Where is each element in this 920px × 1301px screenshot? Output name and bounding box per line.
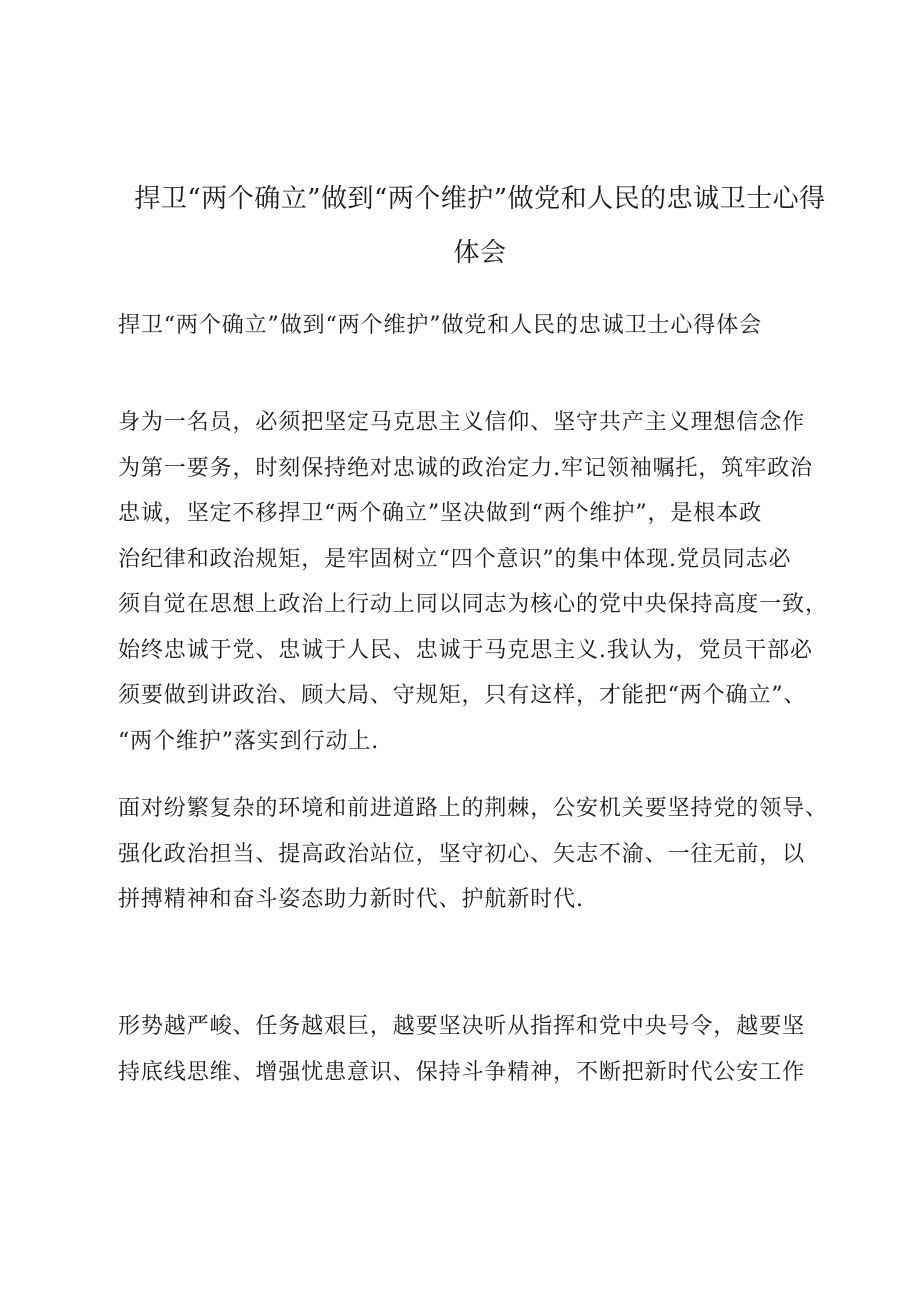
document-title: [130, 172, 830, 280]
paragraph-line: 须自觉在思想上政治上行动上同以同志为核心的党中央保持高度一致，: [118, 592, 828, 617]
paragraph-line: 始终忠诚于党、忠诚于人民、忠诚于马克思主义.我认为，党员干部必: [118, 637, 813, 663]
paragraph-line: 面对纷繁复杂的环境和前进道路上的荆棘，公安机关要坚持党的领导、: [118, 796, 828, 821]
body-paragraph: [118, 400, 828, 764]
paragraph-line: 须要做到讲政治、顾大局、守规矩，只有这样，才能把“两个确立”、: [118, 683, 807, 708]
paragraph-line: “两个维护”落实到行动上.: [118, 728, 380, 754]
title-line: 体会: [453, 238, 507, 268]
paragraph-line: 为第一要务，时刻保持绝对忠诚的政治定力.牢记领袖嘱托，筑牢政治: [118, 455, 813, 481]
paragraph-line: 治纪律和政治规矩，是牢固树立“四个意识”的集中体现.党员同志必: [118, 546, 792, 572]
paragraph-line: 拼搏精神和奋斗姿态助力新时代、护航新时代.: [118, 887, 584, 912]
title-line: 捍卫“两个确立”做到“两个维护”做党和人民的忠诚卫士心得: [134, 184, 826, 214]
paragraph-line: 形势越严峻、任务越艰巨，越要坚决听从指挥和党中央号令，越要坚: [118, 1014, 806, 1039]
document-subtitle: 捍卫“两个确立”做到“两个维护”做党和人民的忠诚卫士心得体会: [118, 313, 762, 338]
body-paragraph: [118, 786, 828, 923]
paragraph-line: 身为一名员，必须把坚定马克思主义信仰、坚守共产主义理想信念作: [118, 410, 806, 435]
body-paragraph: [118, 1004, 805, 1095]
paragraph-line: 持底线思维、增强忧患意识、保持斗争精神，不断把新时代公安工作: [118, 1059, 806, 1085]
paragraph-line: 忠诚，坚定不移捍卫“两个确立”坚决做到“两个维护”，是根本政: [118, 501, 762, 526]
paragraph-line: 强化政治担当、提高政治站位，坚守初心、矢志不渝、一往无前，以: [118, 841, 806, 867]
